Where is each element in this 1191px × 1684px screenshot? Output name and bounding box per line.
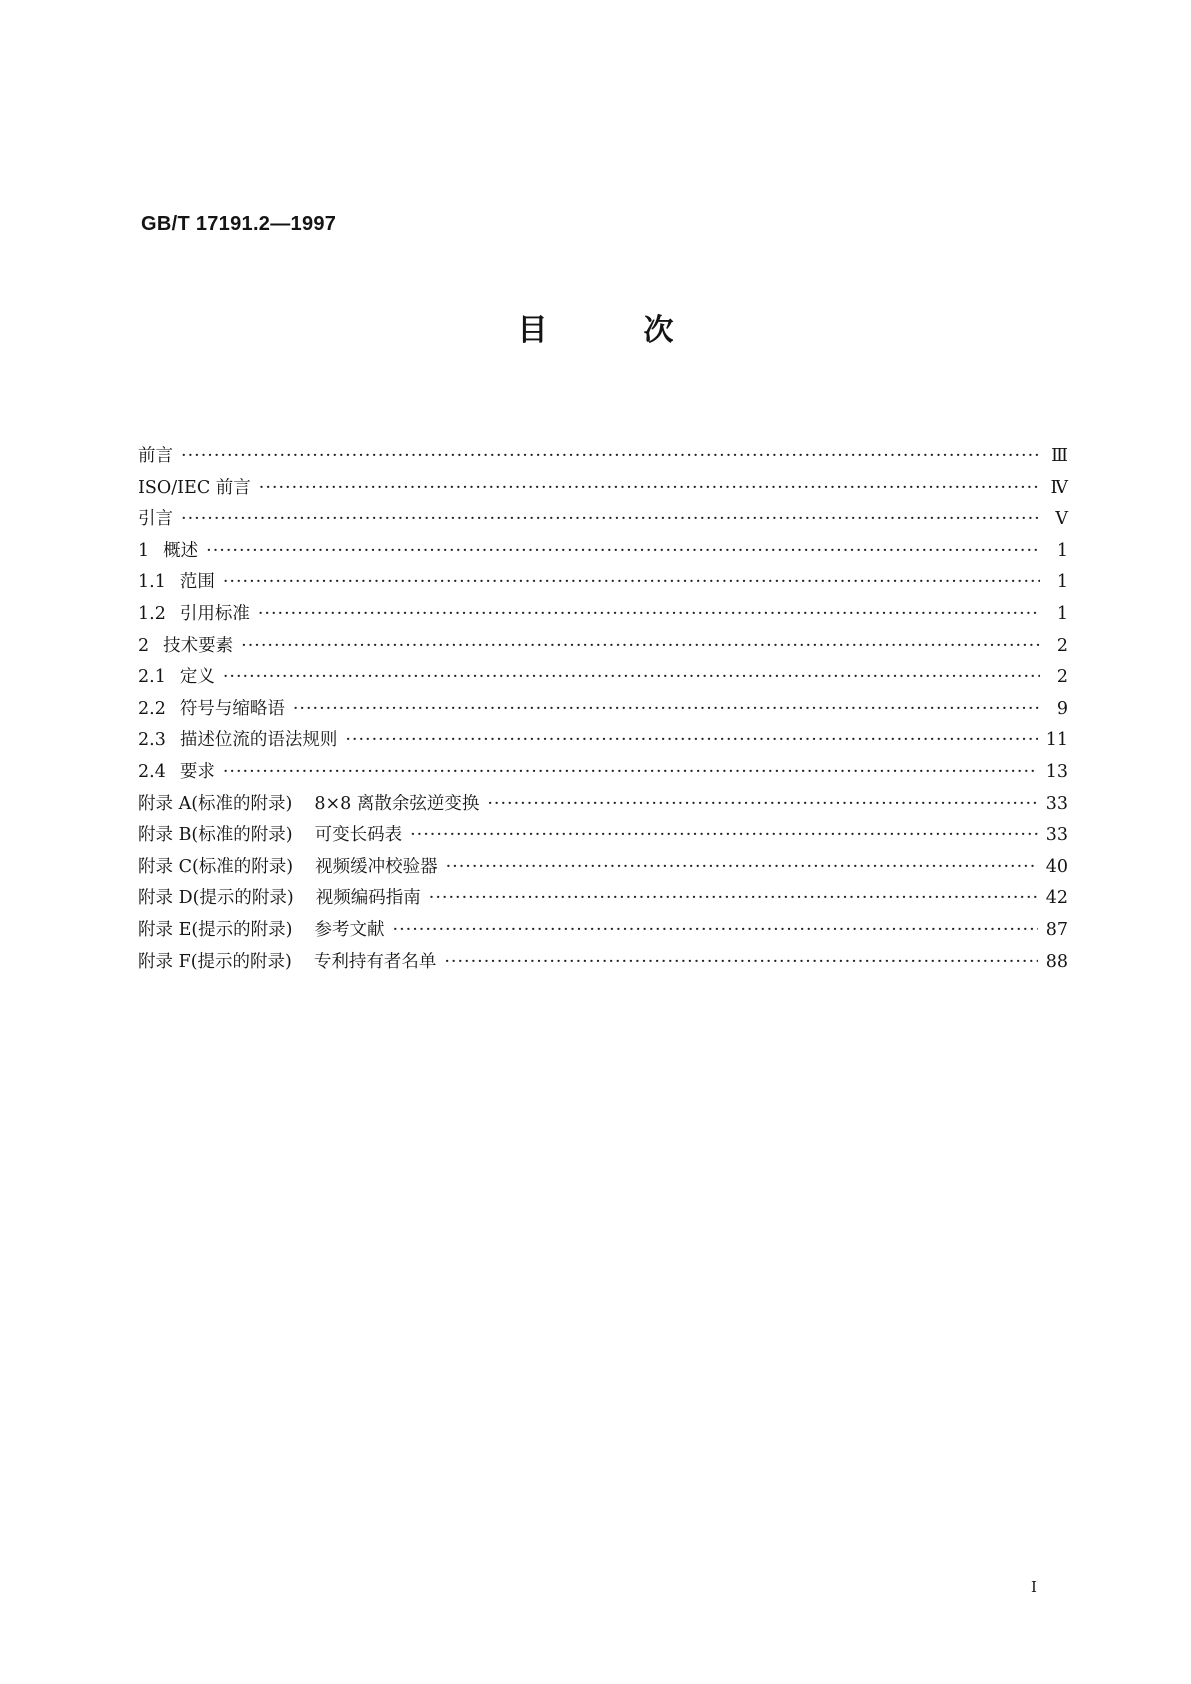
- toc-entry-title: 前言: [138, 446, 173, 466]
- toc-entry-annex-a[interactable]: [138, 789, 1068, 821]
- toc-entry-page: Ⅲ: [1051, 446, 1068, 466]
- toc-entry-number: 2: [138, 635, 150, 656]
- standard-code: GB/T 17191.2—1997: [141, 213, 337, 235]
- toc-annex-label: 附录 C(标准的附录): [138, 856, 294, 877]
- toc-entry-1[interactable]: [138, 536, 1068, 568]
- toc-entry-title: 视频编码指南: [315, 888, 421, 909]
- toc-entry-page: 33: [1045, 793, 1068, 814]
- toc-entry-title: 可变长码表: [314, 825, 403, 846]
- toc-leader-dots: [293, 694, 1040, 726]
- toc-entry-title: 范围: [179, 572, 215, 593]
- toc-leader-dots: [206, 536, 1040, 568]
- page-number: I: [1031, 1578, 1037, 1596]
- toc-entry-1-1[interactable]: [138, 567, 1068, 599]
- toc-entry-page: 1: [1056, 603, 1068, 624]
- toc-entry-2-1[interactable]: [138, 662, 1068, 694]
- toc-entry-number: 2.1: [138, 667, 166, 688]
- toc-entry-title: 引用标准: [179, 603, 250, 624]
- toc-leader-dots: [487, 789, 1037, 821]
- toc-entry-page: 2: [1056, 635, 1068, 656]
- toc-entry-title: 要求: [179, 761, 215, 782]
- toc-leader-dots: [223, 662, 1040, 694]
- toc-annex-label: 附录 A(标准的附录): [138, 793, 293, 814]
- toc-entry-iso-foreword[interactable]: [138, 473, 1068, 505]
- toc-entry-page: 13: [1045, 761, 1068, 782]
- toc-entry-page: 33: [1045, 825, 1068, 846]
- toc-entry-introduction[interactable]: [138, 504, 1068, 536]
- toc-entry-number: 2.3: [138, 730, 166, 751]
- toc-entry-title: ISO/IEC 前言: [138, 477, 251, 498]
- toc-entry-foreword[interactable]: [138, 441, 1068, 473]
- toc-entry-title: 技术要素: [163, 635, 234, 656]
- toc-entry-page: 88: [1045, 951, 1068, 972]
- table-of-contents: [138, 441, 1068, 978]
- toc-entry-number: 1: [138, 540, 150, 561]
- toc-entry-title: 参考文献: [314, 919, 385, 940]
- toc-entry-2-4[interactable]: [138, 757, 1068, 789]
- toc-entry-title: 符号与缩略语: [179, 698, 285, 719]
- toc-entry-2[interactable]: [138, 631, 1068, 663]
- toc-entry-page: 1: [1056, 540, 1068, 561]
- toc-leader-dots: [181, 441, 1040, 473]
- toc-entry-number: 1.2: [138, 603, 166, 624]
- toc-entry-1-2[interactable]: [138, 599, 1068, 631]
- toc-entry-number: 2.2: [138, 698, 166, 719]
- toc-entry-page: Ⅳ: [1050, 477, 1068, 498]
- toc-entry-title: 8×8 离散余弦逆变换: [314, 793, 480, 814]
- toc-entry-2-2[interactable]: [138, 694, 1068, 726]
- toc-entry-page: 11: [1045, 730, 1068, 751]
- toc-annex-label: 附录 B(标准的附录): [138, 825, 293, 846]
- toc-leader-dots: [345, 725, 1037, 757]
- toc-leader-dots: [393, 915, 1038, 947]
- toc-entry-page: 1: [1056, 572, 1068, 593]
- toc-entry-page: 87: [1045, 919, 1068, 940]
- toc-entry-title: 定义: [179, 667, 215, 688]
- toc-entry-title: 概述: [163, 540, 199, 561]
- toc-leader-dots: [444, 947, 1037, 979]
- toc-entry-annex-e[interactable]: [138, 915, 1068, 947]
- toc-entry-2-3[interactable]: [138, 725, 1068, 757]
- toc-leader-dots: [223, 567, 1040, 599]
- toc-entry-number: 2.4: [138, 761, 166, 782]
- toc-leader-dots: [429, 883, 1038, 915]
- toc-entry-title: 引言: [138, 509, 173, 530]
- toc-entry-annex-d[interactable]: [138, 883, 1068, 915]
- toc-entry-title: 专利持有者名单: [313, 951, 437, 972]
- toc-entry-title: 视频缓冲校验器: [315, 856, 438, 877]
- toc-annex-label: 附录 D(提示的附录): [138, 888, 294, 909]
- toc-entry-page: 40: [1045, 856, 1068, 877]
- toc-entry-title: 描述位流的语法规则: [179, 730, 338, 751]
- toc-leader-dots: [181, 504, 1040, 536]
- toc-entry-page: Ⅴ: [1055, 509, 1068, 530]
- toc-entry-number: 1.1: [138, 572, 166, 593]
- toc-leader-dots: [446, 852, 1038, 884]
- toc-annex-label: 附录 E(提示的附录): [138, 919, 293, 940]
- toc-entry-annex-f[interactable]: [138, 947, 1068, 979]
- page-title: 目次: [517, 313, 770, 348]
- toc-leader-dots: [259, 473, 1040, 505]
- toc-leader-dots: [241, 631, 1040, 663]
- toc-entry-annex-c[interactable]: [138, 852, 1068, 884]
- toc-entry-page: 42: [1045, 888, 1068, 909]
- toc-leader-dots: [410, 820, 1038, 852]
- toc-entry-page: 2: [1056, 667, 1068, 688]
- toc-entry-annex-b[interactable]: [138, 820, 1068, 852]
- toc-leader-dots: [223, 757, 1038, 789]
- toc-entry-page: 9: [1056, 698, 1068, 719]
- toc-leader-dots: [258, 599, 1040, 631]
- toc-annex-label: 附录 F(提示的附录): [138, 951, 292, 972]
